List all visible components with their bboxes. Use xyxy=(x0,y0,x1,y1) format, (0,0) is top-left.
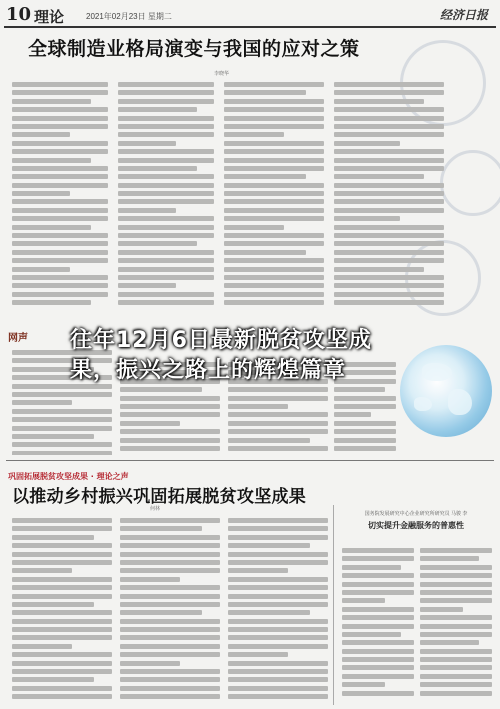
newspaper-logo: 经济日报 xyxy=(439,8,488,22)
article-byline: 李晓华 xyxy=(214,71,230,77)
issue-date: 2021年02月23日 星期二 xyxy=(86,12,172,21)
text-column xyxy=(12,82,108,318)
page-number: 10 xyxy=(6,4,32,25)
overlay-title-line2: 果，振兴之路上的辉煌篇章 xyxy=(70,358,347,383)
column-banner-text: 巩固拓展脱贫攻坚成果 · 理论之声 xyxy=(8,472,129,481)
text-column xyxy=(420,548,492,704)
article-headline: 切实提升金融服务的普惠性 xyxy=(368,521,464,530)
section-name: 理论 xyxy=(34,8,65,26)
article-byline: 何林 xyxy=(150,506,161,512)
text-column xyxy=(12,518,112,704)
overlay-title-line1: 往年12月6日最新脱贫攻坚成 xyxy=(70,328,372,353)
text-column xyxy=(228,518,328,704)
article-headline: 全球制造业格局演变与我国的应对之策 xyxy=(28,38,360,60)
text-column xyxy=(120,518,220,704)
sidebar-article-header xyxy=(338,510,494,538)
column-label: 网声 xyxy=(8,333,28,344)
text-column xyxy=(342,548,414,704)
text-column xyxy=(224,82,324,318)
text-column xyxy=(334,82,444,318)
author-affiliation: 国务院发展研究中心企业研究所研究员 马骏 李 xyxy=(364,511,468,517)
article-headline: 以推动乡村振兴巩固拓展脱贫攻坚成果 xyxy=(12,487,307,507)
section-divider xyxy=(6,460,494,461)
page-header xyxy=(4,4,496,28)
text-column xyxy=(118,82,214,318)
overlay-title xyxy=(70,326,490,386)
gear-decoration xyxy=(440,150,500,216)
column-divider xyxy=(333,505,334,705)
column-banner xyxy=(8,464,308,481)
